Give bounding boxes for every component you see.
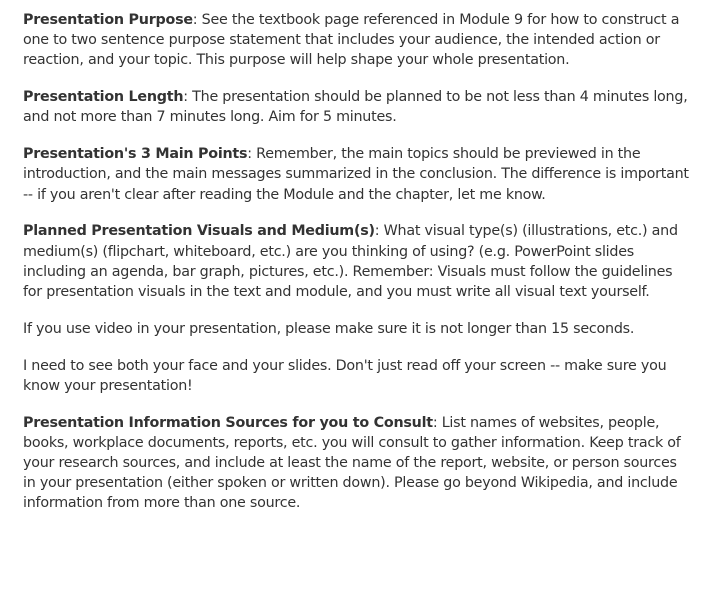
paragraph-separator: : (192, 12, 202, 28)
paragraph-separator: : (432, 414, 442, 431)
paragraph-text: The presentation should be planned to be not less than 4 minutes long, and not more than 7 minutes long. Aim for 5 minutes. (23, 89, 688, 126)
paragraph-text: If you use video in your presentation, please make sure it is not longer than 15 seconds. (23, 320, 635, 337)
paragraph-face-slides (23, 356, 691, 396)
paragraph-separator: : (247, 146, 257, 163)
paragraph-label: Presentation Length (23, 89, 184, 106)
paragraph-text: Remember, the main topics should be previewed in the introduction, and the main messages summarized in the conclusion. The difference is important -- if you aren't clear after reading the Module and the chapter, let me know. (23, 146, 689, 203)
paragraph-sources (23, 413, 691, 514)
paragraph-video (23, 319, 691, 339)
paragraph-label: Presentation Purpose (23, 12, 193, 28)
paragraph-purpose (23, 10, 691, 71)
paragraph-text: I need to see both your face and your slides. Don't just read off your screen -- make sure you know your presentation! (23, 357, 667, 394)
paragraph-text: List names of websites, people, books, workplace documents, reports, etc. you will consult to gather information. Keep track of your research sources, and include at least the name of the report, website, or person sources in your presentation (either spoken or written down). Please go beyond Wikipedia, and include information from more than one source. (23, 414, 681, 512)
paragraph-separator: : (183, 89, 193, 106)
paragraph-label: Presentation's 3 Main Points (23, 146, 248, 163)
paragraph-text: See the textbook page referenced in Module 9 for how to construct a one to two sentence purpose statement that includes your audience, the intended action or reaction, and your topic. This purpose will help shape your whole presentation. (23, 12, 680, 69)
paragraph-separator: : (374, 223, 384, 240)
paragraph-text: What visual type(s) (illustrations, etc.) and medium(s) (flipchart, whiteboard, etc.) are you thinking of using? (e.g. PowerPoint slides including an agenda, bar graph, pictures, etc.). Remember: Visuals must follow the guidelines for presentation visuals in the text and module, and you must write all visual text yourself. (23, 223, 678, 301)
paragraph-visuals (23, 221, 691, 302)
document-body (23, 10, 691, 530)
paragraph-length (23, 87, 691, 127)
paragraph-main-points (23, 144, 691, 205)
paragraph-label: Planned Presentation Visuals and Medium(s) (23, 223, 375, 240)
paragraph-label: Presentation Information Sources for you to Consult (23, 414, 433, 431)
